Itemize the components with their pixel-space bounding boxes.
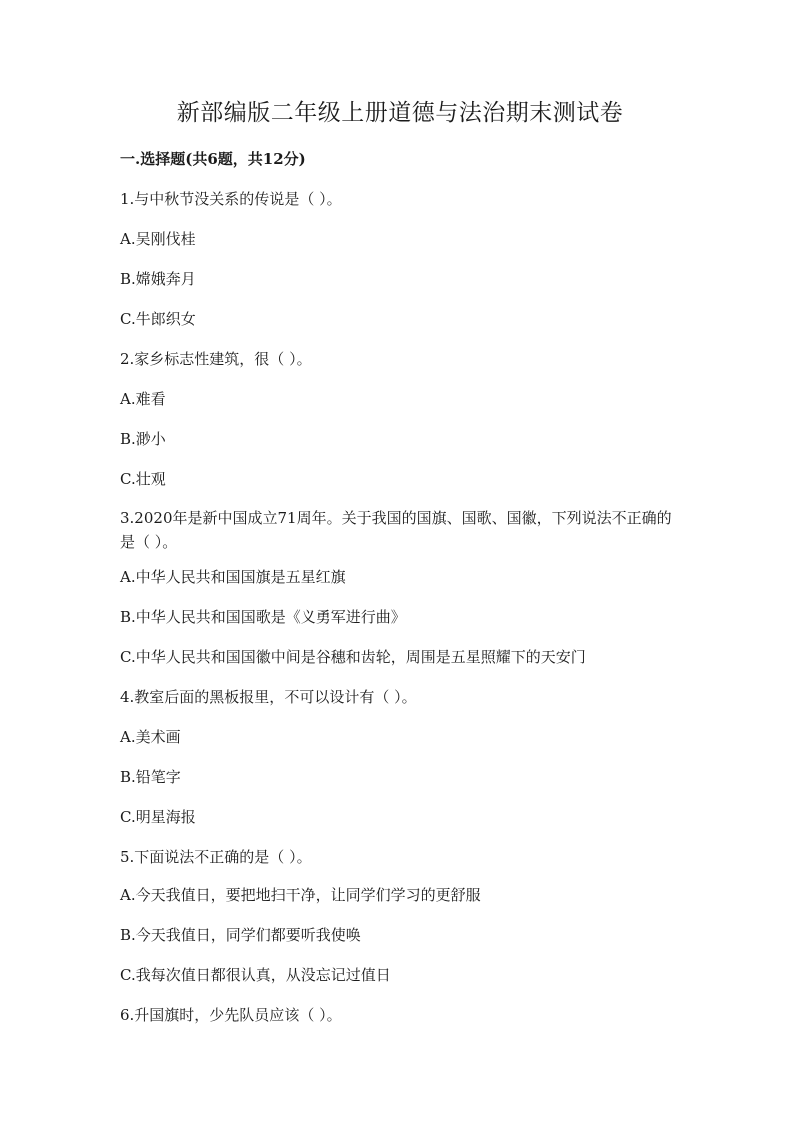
question-5-option-c: C.我每次值日都很认真，从没忘记过值日 [120, 966, 391, 984]
exam-title: 新部编版二年级上册道德与法治期末测试卷 [176, 100, 624, 126]
question-6-stem: 6.升国旗时，少先队员应该（ ）。 [120, 1006, 342, 1024]
question-5-option-b: B.今天我值日，同学们都要听我使唤 [120, 926, 361, 944]
question-2-option-b: B.渺小 [120, 430, 166, 448]
question-4-option-a: A.美术画 [120, 728, 181, 746]
question-4-option-c: C.明星海报 [120, 808, 196, 826]
question-3-option-c: C.中华人民共和国国徽中间是谷穗和齿轮，周围是五星照耀下的天安门 [120, 648, 586, 666]
question-4-option-b: B.铅笔字 [120, 768, 181, 786]
question-3-option-a: A.中华人民共和国国旗是五星红旗 [120, 568, 346, 586]
question-1-option-a: A.吴刚伐桂 [120, 230, 196, 248]
question-2-option-c: C.壮观 [120, 470, 166, 488]
question-1-option-c: C.牛郎织女 [120, 310, 196, 328]
question-1-stem: 1.与中秋节没关系的传说是（ ）。 [120, 190, 342, 208]
question-3-stem: 3.2020年是新中国成立71周年。关于我国的国旗、国歌、国徽，下列说法不正确的是（ ）。 [120, 509, 672, 551]
question-2-option-a: A.难看 [120, 390, 166, 408]
question-1-option-b: B.嫦娥奔月 [120, 270, 196, 288]
question-5-option-a: A.今天我值日，要把地扫干净，让同学们学习的更舒服 [120, 886, 481, 904]
question-3-option-b: B.中华人民共和国国歌是《义勇军进行曲》 [120, 608, 406, 626]
question-4-stem: 4.教室后面的黑板报里，不可以设计有（ ）。 [120, 688, 417, 706]
question-5-stem: 5.下面说法不正确的是（ ）。 [120, 848, 312, 866]
section-heading: 一.选择题(共6题，共12分) [120, 150, 306, 168]
question-2-stem: 2.家乡标志性建筑，很（ ）。 [120, 350, 312, 368]
